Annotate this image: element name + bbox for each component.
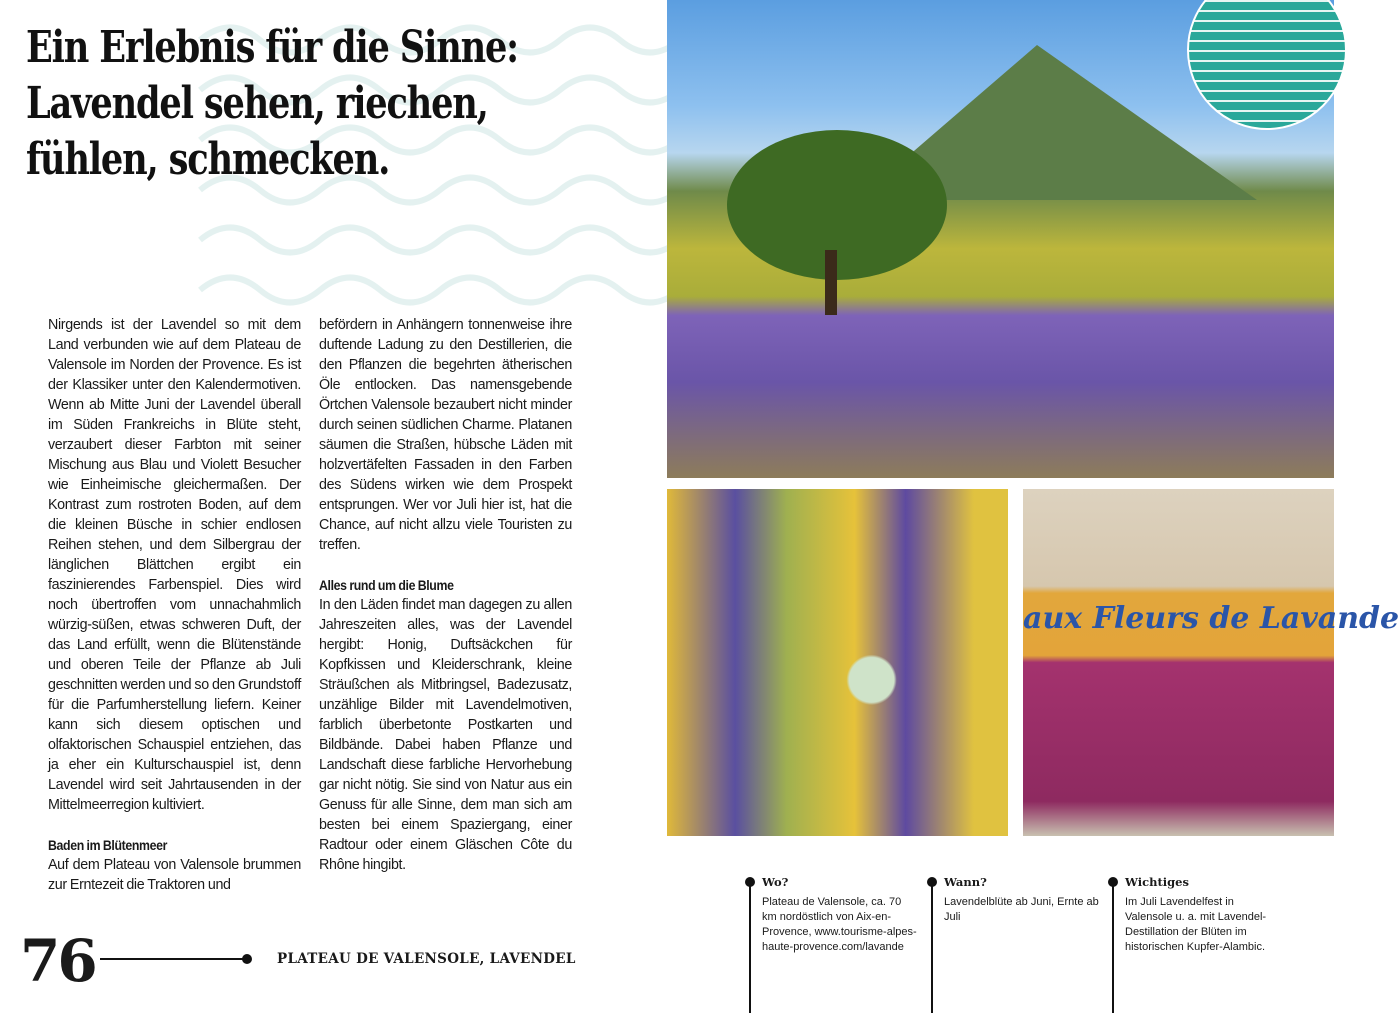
- info-line: [1112, 883, 1114, 1013]
- tree-trunk: [825, 250, 837, 315]
- info-dot: [927, 877, 937, 887]
- info-when: [929, 875, 1099, 925]
- shop-sign: aux Fleurs de Lavande: [1023, 601, 1399, 636]
- paragraph: Auf dem Plateau von Valensole brummen zur Erntezeit die Traktoren und: [48, 857, 301, 893]
- paragraph: In den Läden findet man dagegen zu allen Jahreszeiten alles, was der Lavendel hergibt: Honig, Duftsäckchen für Kopfkissen und Kleiderschrank, kleine Sträußchen als Mitbringsel, Badezusatz, unzählige Bilder mit Lavendelmotiven, farblich überbetonte Postkarten und Bildbände. Dabei haben Pflanze und Landschaft diese farbliche Hervorhebung gar nicht nötig. Sie sind von Natur aus ein Genuss für alle Sinne, dem man sich am besten bei einem Spaziergang, einer Radtour oder einem Gläschen Côte du Rhône hingibt.: [319, 597, 572, 873]
- subheading: Baden im Blütenmeer: [48, 837, 168, 853]
- info-dot: [745, 877, 755, 887]
- headline-container: [26, 20, 586, 305]
- info-text: Lavendelblüte ab Juni, Ernte ab Juli: [944, 896, 1099, 923]
- info-title: Wo?: [762, 875, 789, 889]
- footer-divider: [100, 958, 246, 960]
- tree: [727, 130, 947, 280]
- info-text: Im Juli Lavendelfest in Valensole u. a. mit Lavendel-Destillation der Blüten im historischen Kupfer-Alambic.: [1125, 896, 1267, 953]
- text-column-2: [319, 315, 572, 875]
- text-column-1: [48, 315, 301, 895]
- headline: Ein Erlebnis für die Sinne: Lavendel sehen, riechen, fühlen, schmecken.: [26, 22, 518, 185]
- info-where: [747, 875, 917, 955]
- info-line: [931, 883, 933, 1013]
- info-line: [749, 883, 751, 1013]
- paragraph: Nirgends ist der Lavendel so mit dem Land verbunden wie auf dem Plateau de Valensole im Norden der Provence. Es ist der Klassiker unter den Kalendermotiven. Wenn ab Mitte Juni der Lavendel überall im Süden Frankreichs in Blüte steht, verzaubert dieser Farbton mit seiner Mischung aus Blau und Violett Besucher wie Einheimische gleichermaßen. Der Kontrast zum rostroten Boden, auf dem die kleinen Büsche in schier endlosen Reihen stehen, und dem Silbergrau der länglichen Blättchen ergibt ein faszinierendes Farbenspiel. Dies wird noch übertroffen vom unnachahmlich würzig-süßen, etwas schweren Duft, der das Land erfüllt, wenn die Blütenstände und oberen Teile der Pflanze ab Juli geschnitten werden und so den Grundstoff für die Parfumherstellung liefern. Keiner kann sich diesem optischen und olfaktorischen Schauspiel entziehen, das ja eher ein Kulturschauspiel ist, denn Lavendel wird seit Jahrtausenden in der Mittelmeerregion kultiviert.: [48, 317, 301, 813]
- info-title: Wann?: [944, 875, 987, 889]
- subheading: Alles rund um die Blume: [319, 577, 454, 593]
- info-title: Wichtiges: [1125, 875, 1189, 889]
- info-dot: [1108, 877, 1118, 887]
- lavender-shop-photo: [1023, 489, 1399, 836]
- paragraph: befördern in Anhängern tonnenweise ihre duftende Ladung zu den Destillerien, die den Pflanzen die begehrten ätherischen Öle entlocken. Das namensgebende Örtchen Valensole bezaubert nicht minder durch seinen südlichen Charme. Platanen säumen die Straßen, hübsche Läden mit holzvertäfelten Fassaden in den Farben des Südens wirken wie dem Prospekt entsprungen. Wer vor Juli hier ist, hat die Chance, auf nicht allzu viele Touristen zu treffen.: [319, 317, 572, 553]
- info-important: [1110, 875, 1280, 955]
- footer-dot: [242, 954, 252, 964]
- page-number: 76: [20, 927, 95, 995]
- butterfly-lavender-photo: [667, 489, 1008, 836]
- section-title: PLATEAU DE VALENSOLE, LAVENDEL: [277, 951, 576, 967]
- info-text: Plateau de Valensole, ca. 70 km nordöstlich von Aix-en-Provence, www.tourisme-alpes-haute-provence.com/lavande: [762, 896, 917, 953]
